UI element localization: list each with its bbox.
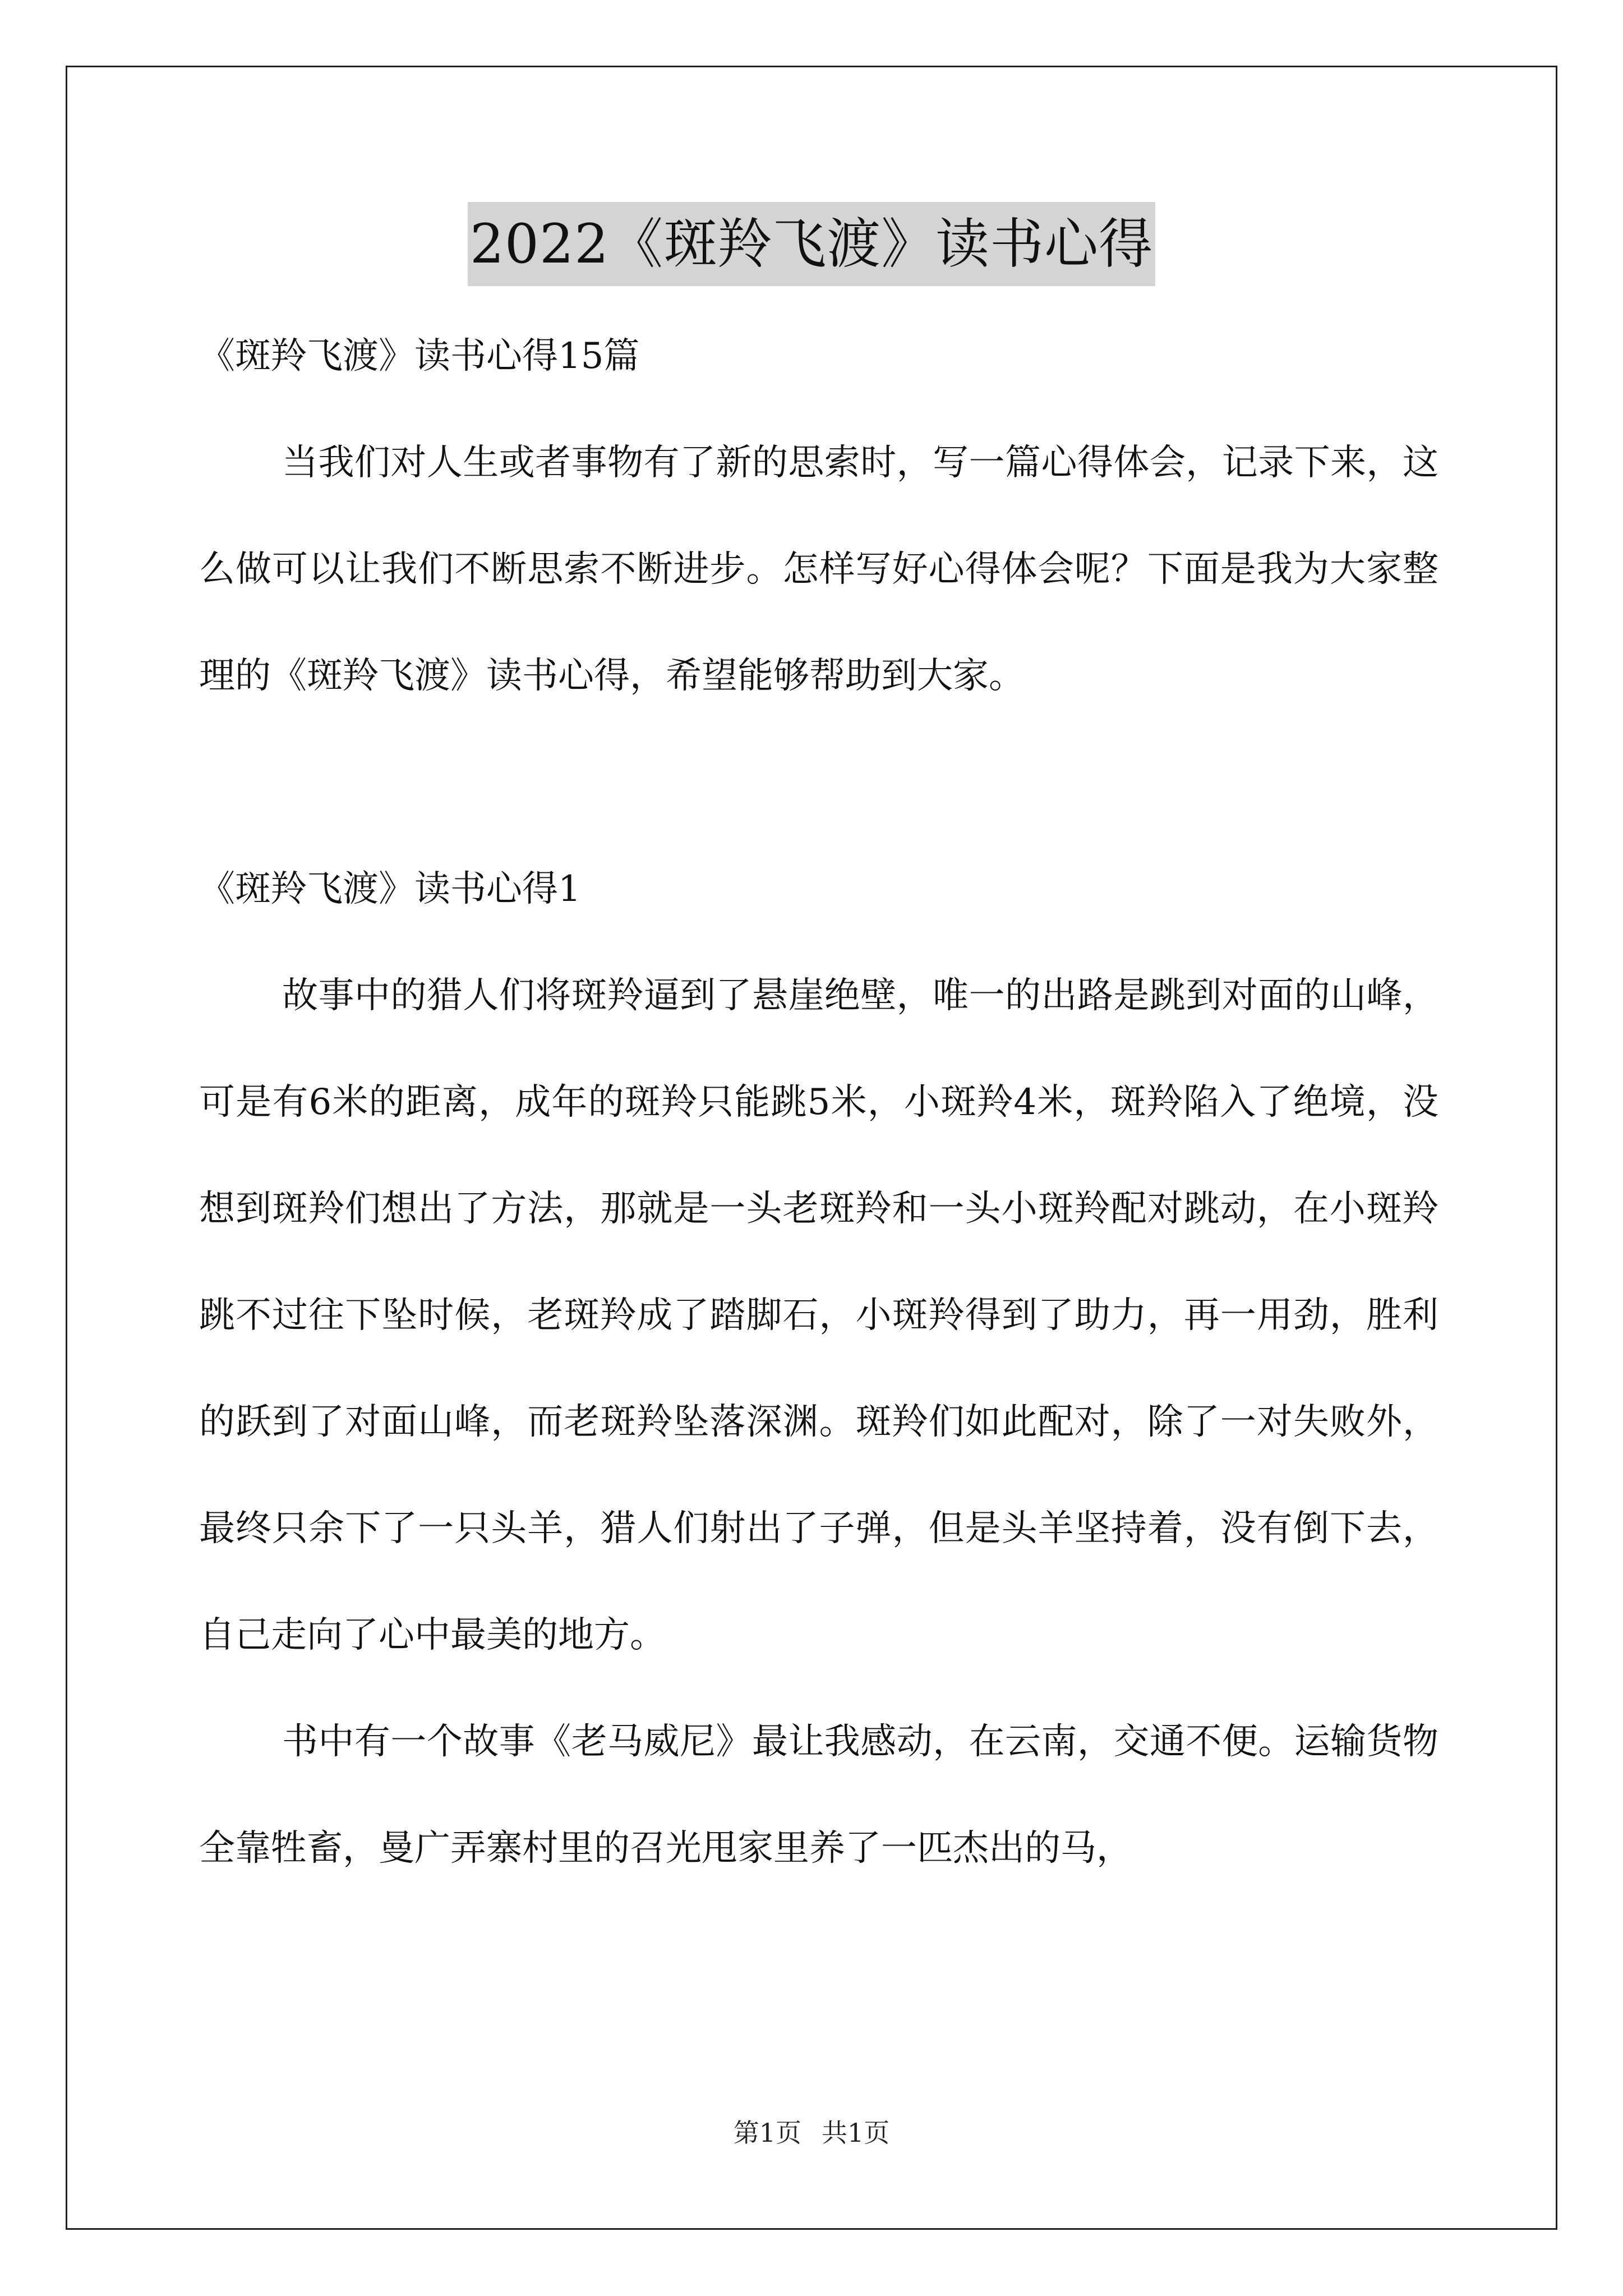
- document-title: 2022《斑羚飞渡》读书心得: [468, 202, 1155, 286]
- page-footer: [0, 2116, 1623, 2150]
- body-paragraph-1: 故事中的猎人们将斑羚逼到了悬崖绝壁，唯一的出路是跳到对面的山峰，可是有6米的距离，成年的斑羚只能跳5米，小斑羚4米，斑羚陷入了绝境，没想到斑羚们想出了方法，那就是一头老斑羚和一头小斑羚配对跳动，在小斑羚跳不过往下坠时候，老斑羚成了踏脚石，小斑羚得到了助力，再一用劲，胜利的跃到了对面山峰，而老斑羚坠落深渊。斑羚们如此配对，除了一对失败外，最终只余下了一只头羊，猎人们射出了子弹，但是头羊坚持着，没有倒下去，自己走向了心中最美的地方。: [199, 975, 1438, 1656]
- document-subtitle: 《斑羚飞渡》读书心得15篇: [199, 335, 640, 377]
- document-body: [199, 303, 1438, 1902]
- intro-paragraph: 当我们对人生或者事物有了新的思索时，写一篇心得体会，记录下来，这么做可以让我们不断思索不断进步。怎样写好心得体会呢？下面是我为大家整理的《斑羚飞渡》读书心得，希望能够帮助到大家。: [199, 442, 1438, 697]
- page-total: 共1页: [822, 2118, 890, 2148]
- section-spacer: [199, 729, 1438, 836]
- page-number: 第1页: [733, 2118, 801, 2148]
- body-paragraph-2: 书中有一个故事《老马威尼》最让我感动，在云南，交通不便。运输货物全靠牲畜，曼广弄寨村里的召光甩家里养了一匹杰出的马，: [199, 1721, 1438, 1869]
- section-heading: 《斑羚飞渡》读书心得1: [199, 868, 581, 910]
- title-wrapper: [0, 202, 1623, 286]
